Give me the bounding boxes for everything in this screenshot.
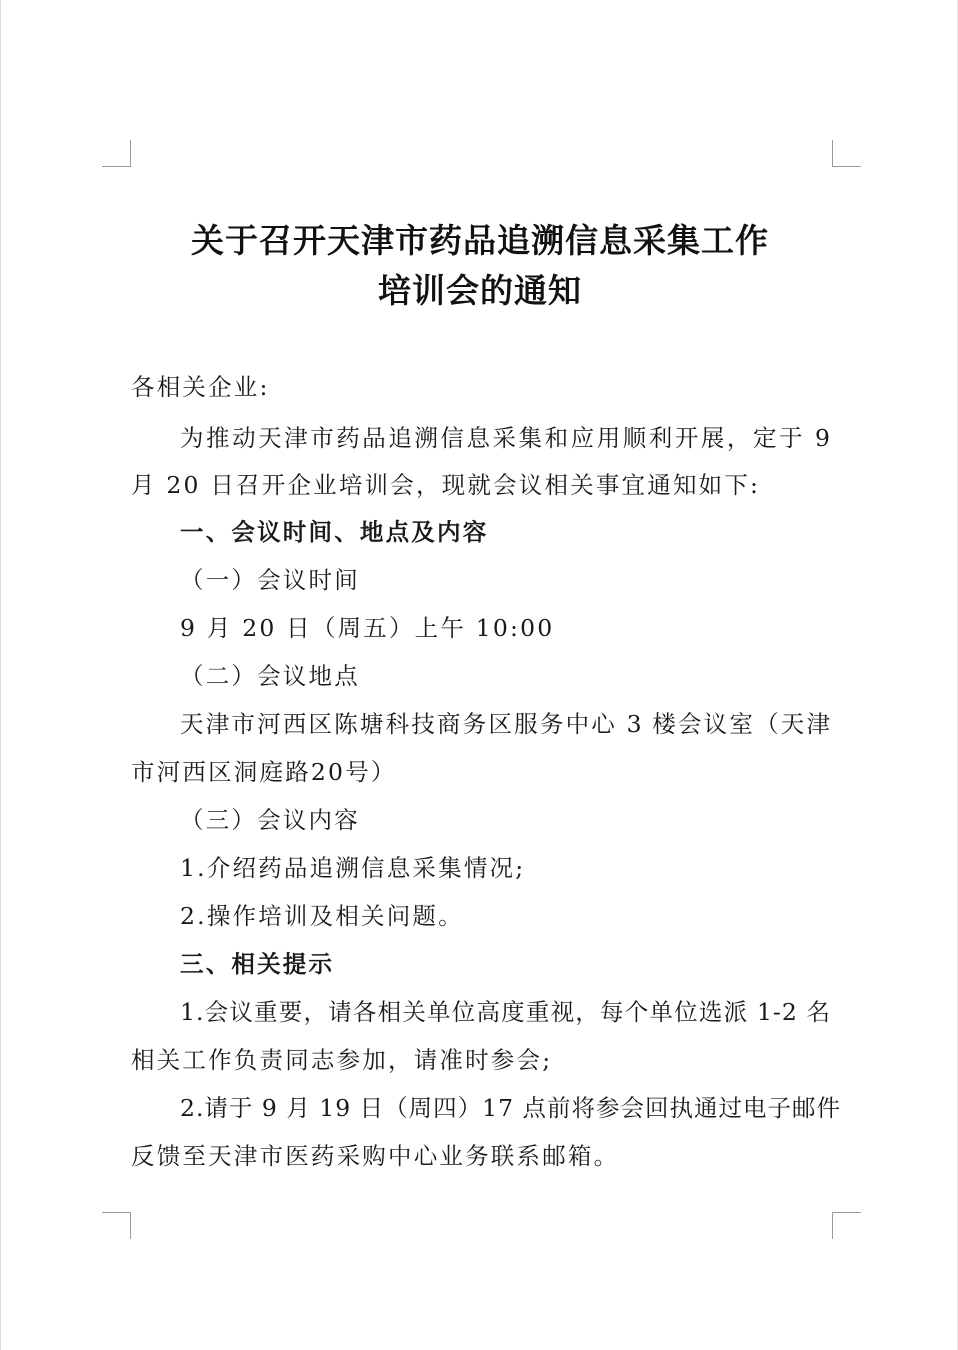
subsection-3-heading: （三）会议内容 bbox=[180, 806, 360, 834]
content-item-1: 1.介绍药品追溯信息采集情况; bbox=[180, 854, 526, 882]
margin-mark-top-right bbox=[832, 140, 861, 167]
margin-mark-top-left bbox=[102, 140, 131, 167]
section-3-heading: 三、相关提示 bbox=[180, 950, 335, 978]
document-title-line-1: 关于召开天津市药品追溯信息采集工作 bbox=[191, 221, 769, 260]
tip-2-line-1: 2.请于 9 月 19 日（周四）17 点前将参会回执通过电子邮件 bbox=[180, 1094, 842, 1122]
intro-paragraph-line-1: 为推动天津市药品追溯信息采集和应用顺利开展，定于 9 bbox=[180, 424, 831, 452]
margin-mark-bottom-right bbox=[832, 1212, 861, 1239]
meeting-location-line-2: 市河西区洞庭路20号） bbox=[131, 758, 397, 786]
meeting-time-text: 9 月 20 日（周五）上午 10:00 bbox=[180, 614, 555, 642]
meeting-location-line-1: 天津市河西区陈塘科技商务区服务中心 3 楼会议室（天津 bbox=[180, 710, 831, 738]
intro-paragraph-line-2: 月 20 日召开企业培训会，现就会议相关事宜通知如下: bbox=[131, 471, 761, 499]
tip-2-line-2: 反馈至天津市医药采购中心业务联系邮箱。 bbox=[131, 1142, 620, 1170]
section-1-heading: 一、会议时间、地点及内容 bbox=[180, 518, 489, 546]
tip-1-line-1: 1.会议重要，请各相关单位高度重视，每个单位选派 1-2 名 bbox=[180, 998, 831, 1026]
salutation: 各相关企业: bbox=[131, 373, 270, 401]
content-item-2: 2.操作培训及相关问题。 bbox=[180, 902, 464, 930]
subsection-2-heading: （二）会议地点 bbox=[180, 662, 360, 690]
margin-mark-bottom-left bbox=[102, 1212, 131, 1239]
tip-1-line-2: 相关工作负责同志参加，请准时参会; bbox=[131, 1046, 553, 1074]
document-title-line-2: 培训会的通知 bbox=[378, 271, 582, 310]
subsection-1-heading: （一）会议时间 bbox=[180, 566, 360, 594]
